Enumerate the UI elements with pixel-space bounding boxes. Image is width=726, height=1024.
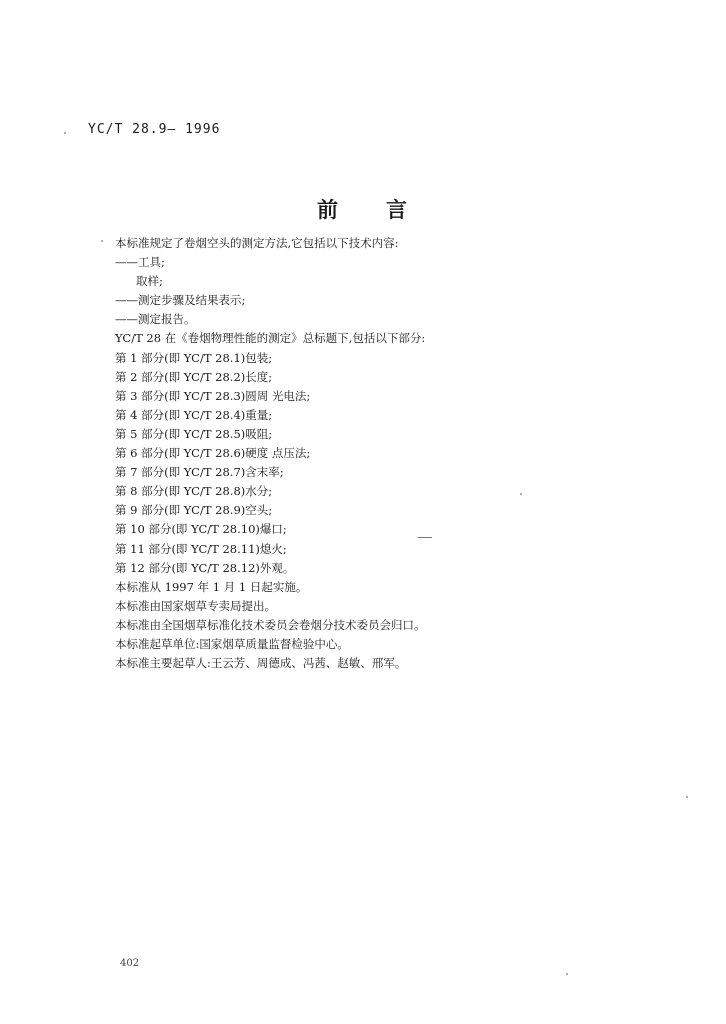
body-line: 第 6 部分(即 YC/T 28.6)硬度 点压法; [115,446,311,461]
body-line: 第 7 部分(即 YC/T 28.7)含末率; [115,465,284,480]
page-title: 前言 [317,197,455,222]
body-line: 第 9 部分(即 YC/T 28.9)空头; [115,503,273,518]
standard-number: YC/T 28.9— 1996 [88,122,221,137]
body-line: 第 4 部分(即 YC/T 28.4)重量; [115,407,273,422]
body-line: 本标准起草单位:国家烟草质量监督检验中心。 [115,636,349,651]
body-line: 第 12 部分(即 YC/T 28.12)外观。 [115,560,295,575]
scan-speck [566,973,568,975]
body-line: 本标准由全国烟草标准化技术委员会卷烟分技术委员会归口。 [115,617,426,632]
body-line: 第 11 部分(即 YC/T 28.11)熄火; [115,541,287,556]
body-line: 本标准规定了卷烟空头的测定方法,它包括以下技术内容: [115,236,399,250]
body-line: 第 8 部分(即 YC/T 28.8)水分; [115,484,273,499]
body-line: 第 1 部分(即 YC/T 28.1)包装; [115,350,273,365]
scan-speck [64,132,66,134]
body-line: 第 10 部分(即 YC/T 28.10)爆口; [115,522,287,537]
scan-speck [101,240,103,242]
foreword-body [115,234,675,673]
body-line: YC/T 28 在《卷烟物理性能的测定》总标题下,包括以下部分: [115,331,426,346]
body-line: 第 3 部分(即 YC/T 28.3)圆周 光电法; [115,388,311,403]
body-line: 取样; [136,274,163,289]
scan-speck [520,493,522,495]
body-line: 第 5 部分(即 YC/T 28.5)吸阻; [115,426,273,441]
scan-mark [418,537,432,538]
body-line: 本标准由国家烟草专卖局提出。 [115,598,276,613]
body-line: 本标准从 1997 年 1 月 1 日起实施。 [115,579,308,594]
body-line: ——测定步骤及结果表示; [115,293,246,308]
scan-speck [686,796,688,798]
body-line: ——工具; [115,255,165,270]
body-line: 第 2 部分(即 YC/T 28.2)长度; [115,369,273,384]
body-line: ——测定报告。 [115,312,196,327]
body-line: 本标准主要起草人:王云芳、周德成、冯茜、赵敏、邢军。 [115,656,407,671]
page-number: 402 [120,958,140,969]
